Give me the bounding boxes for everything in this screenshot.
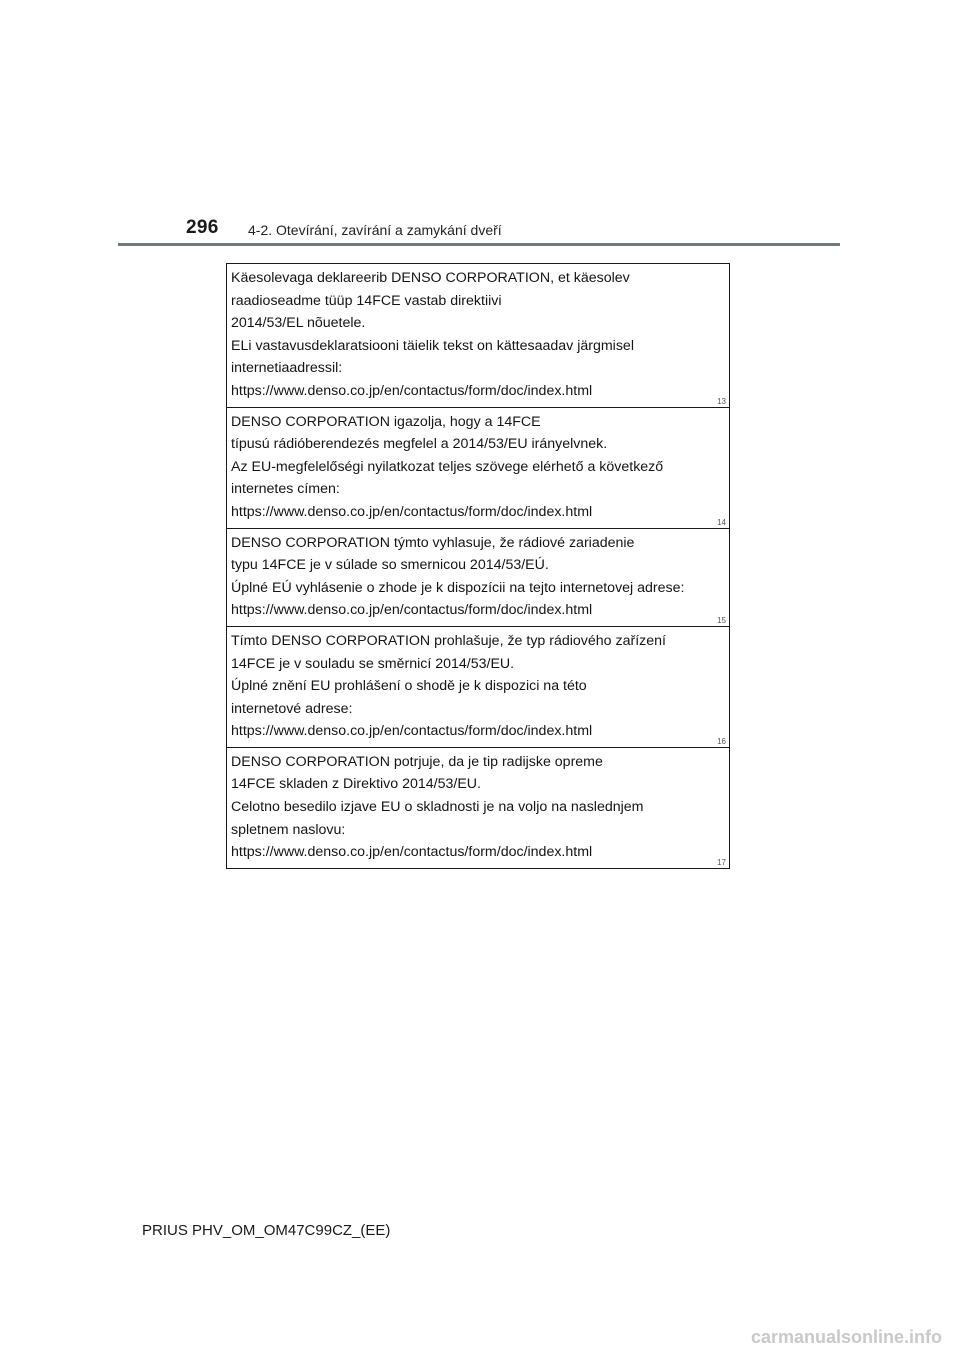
declaration-line: Käesolevaga deklareerib DENSO CORPORATION, et käesolev [231,270,630,286]
declaration-line: ELi vastavusdeklaratsiooni täielik tekst on kättesaadav järgmisel [231,337,634,354]
page-number: 296 [186,217,219,238]
declaration-line: Úplné znění EU prohlášení o shodě je k dispozici na této [231,678,587,695]
declaration-line: Tímto DENSO CORPORATION prohlašuje, že typ rádiového zařízení [231,632,666,649]
declaration-line: spletnem naslovu: [231,821,346,838]
declaration-line: DENSO CORPORATION igazolja, hogy a 14FCE [231,413,541,430]
block-number: 16 [717,736,726,746]
declaration-table [226,263,730,869]
declaration-line: internetové adrese: [231,700,353,717]
block-number: 15 [717,615,726,625]
declaration-line: typu 14FCE je v súlade so smernicou 2014/53/EÚ. [231,557,549,574]
declaration-line: 2014/53/EL nõuetele. [231,315,366,332]
block-number: 14 [717,517,726,527]
declaration-line: DENSO CORPORATION týmto vyhlasuje, že rádiové zariadenie [231,534,635,551]
declaration-url: https://www.denso.co.jp/en/contactus/form/doc/index.html [231,723,593,740]
block-number: 13 [717,396,726,406]
declaration-line: 14FCE je v souladu se směrnicí 2014/53/EU. [231,655,515,672]
header-rule [118,243,840,246]
declaration-line: raadioseadme tüüp 14FCE vastab direktiivi [231,292,502,309]
footer-doc-id: PRIUS PHV_OM_OM47C99CZ_(EE) [142,1222,391,1239]
declaration-line: Az EU-megfelelőségi nyilatkozat teljes szövege elérhető a következő [231,458,664,475]
declaration-slovenian [227,748,729,868]
declaration-line: típusú rádióberendezés megfelel a 2014/53/EU irányelvnek. [231,436,608,453]
declaration-url: https://www.denso.co.jp/en/contactus/form/doc/index.html [231,844,593,861]
section-title: 4-2. Otevírání, zavírání a zamykání dveří [248,222,502,238]
declaration-hungarian [227,408,729,529]
declaration-czech [227,627,729,748]
declaration-slovak [227,529,729,627]
block-number: 17 [717,857,726,867]
watermark: carmanualsonline.info [750,1327,942,1347]
declaration-line: DENSO CORPORATION potrjuje, da je tip radijske opreme [231,753,603,770]
declaration-url: https://www.denso.co.jp/en/contactus/form/doc/index.html [231,503,593,520]
declaration-url: https://www.denso.co.jp/en/contactus/form/doc/index.html [231,382,593,399]
declaration-line: Celotno besedilo izjave EU o skladnosti je na voljo na naslednjem [231,799,644,816]
declaration-estonian [227,264,729,408]
declaration-line: internetes címen: [231,481,340,498]
declaration-line: Úplné EÚ vyhlásenie o zhode je k dispozícii na tejto internetovej adrese: [231,579,685,596]
declaration-line: 14FCE skladen z Direktivo 2014/53/EU. [231,776,481,793]
declaration-line: internetiaadressil: [231,360,343,377]
declaration-url: https://www.denso.co.jp/en/contactus/form/doc/index.html [231,602,593,619]
